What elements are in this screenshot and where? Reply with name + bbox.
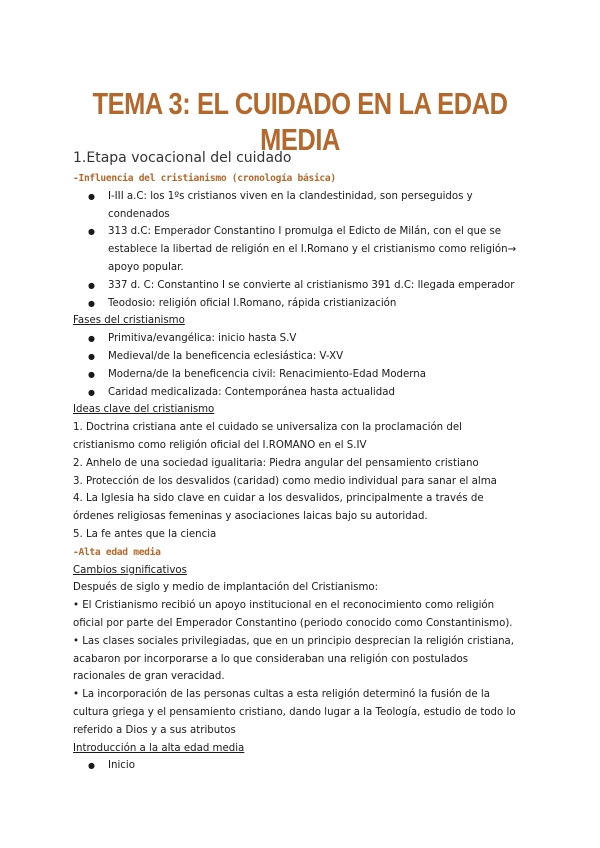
intro-heading: Introducción a la alta edad media	[73, 742, 245, 754]
list-item: ● 337 d. C: Constantino I se convierte al cristianismo 391 d.C: llegada emperador	[73, 277, 523, 295]
subsection-heading: -Influencia del cristianismo (cronología básica)	[73, 173, 336, 184]
document-body	[73, 148, 523, 775]
paragraph: • Las clases sociales privilegiadas, que en un principio desprecian la religión cristiana, acabaron por incorporarse a lo que consideraban una religión con postulados racionales de gran veracidad.	[73, 635, 515, 683]
paragraph: 5. La fe antes que la ciencia	[73, 528, 217, 540]
chronology-list	[73, 188, 523, 313]
subsection-heading: -Alta edad media	[73, 546, 161, 558]
paragraph: 2. Anhelo de una sociedad igualitaria: Piedra angular del pensamiento cristiano	[73, 457, 479, 469]
list-item: ● I-III a.C: los 1ºs cristianos viven en la clandestinidad, son perseguidos y condenados	[73, 188, 523, 224]
list-item: ● 313 d.C: Emperador Constantino I promulga el Edicto de Milán, con el que se establece la libertad de religión en el I.Romano y el cristianismo como religión→ apoyo popular.	[73, 223, 523, 276]
list-item: ● Medieval/de la beneficencia eclesiástica: V-XV	[73, 348, 523, 366]
list-item: ● Inicio	[73, 757, 523, 775]
section-heading: 1.Etapa vocacional del cuidado	[73, 150, 292, 166]
paragraph: 1. Doctrina cristiana ante el cuidado se universaliza con la proclamación del cristianismo como religión oficial del I.ROMANO en el S.IV	[73, 422, 462, 451]
list-item: ● Moderna/de la beneficencia civil: Renacimiento-Edad Moderna	[73, 366, 523, 384]
list-item: ● Teodosio: religión oficial I.Romano, rápida cristianización	[73, 295, 523, 313]
ideas-heading: Ideas clave del cristianismo	[73, 404, 215, 416]
paragraph: 3. Protección de los desvalidos (caridad) como medio individual para sanar el alma	[73, 475, 497, 487]
list-item: ● Caridad medicalizada: Contemporánea hasta actualidad	[73, 384, 523, 402]
page-title: TEMA 3: EL CUIDADO EN LA EDAD MEDIA	[92, 86, 508, 157]
cambios-heading: Cambios significativos	[73, 564, 187, 576]
fases-heading: Fases del cristianismo	[73, 315, 185, 327]
fases-list	[73, 330, 523, 401]
intro-list	[73, 757, 523, 775]
paragraph: • El Cristianismo recibió un apoyo institucional en el reconocimiento como religión oficial por parte del Emperador Constantino (periodo conocido como Constantinismo).	[73, 600, 513, 629]
paragraph: 4. La Iglesia ha sido clave en cuidar a los desvalidos, principalmente a través de órdenes religiosas femeninas y asociaciones laicas bajo su autoridad.	[73, 493, 484, 523]
list-item: ● Primitiva/evangélica: inicio hasta S.V	[73, 330, 523, 348]
paragraph: Después de siglo y medio de implantación del Cristianismo:	[73, 582, 379, 594]
paragraph: • La incorporación de las personas cultas a esta religión determinó la fusión de la cultura griega y el pensamiento cristiano, dando lugar a la Teología, estudio de todo lo referido a Dios y a sus atributos	[73, 689, 516, 736]
